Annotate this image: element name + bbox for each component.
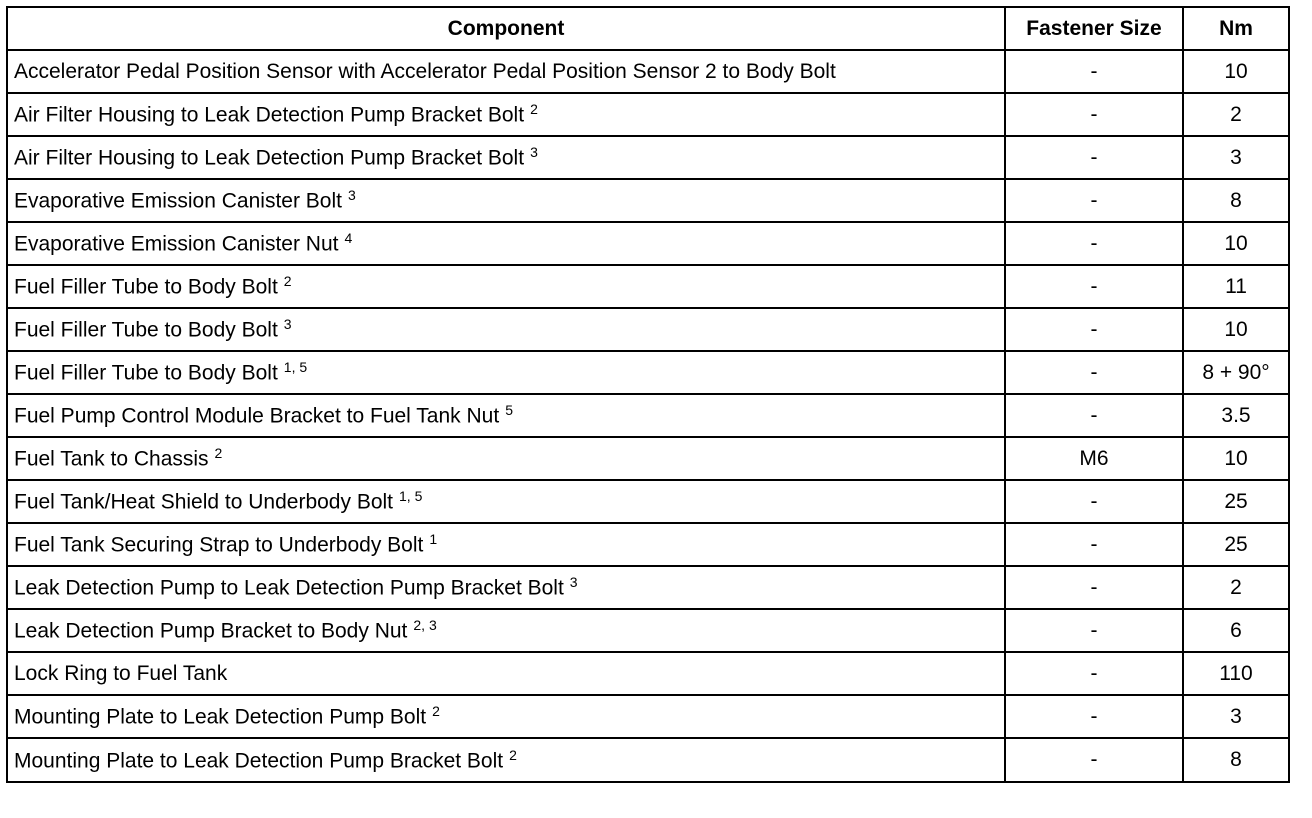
footnote-marker: 4 <box>344 230 353 247</box>
cell-component <box>7 652 1005 695</box>
component-name: Evaporative Emission Canister Nut <box>14 232 339 256</box>
cell-component <box>7 308 1005 351</box>
component-name: Fuel Tank/Heat Shield to Underbody Bolt <box>14 490 394 514</box>
cell-component <box>7 523 1005 566</box>
cell-nm: 3 <box>1183 136 1289 179</box>
component-name: Lock Ring to Fuel Tank <box>14 661 228 685</box>
cell-nm: 110 <box>1183 652 1289 695</box>
cell-fastener-size: - <box>1005 652 1183 695</box>
cell-component <box>7 222 1005 265</box>
cell-component <box>7 50 1005 93</box>
cell-component <box>7 437 1005 480</box>
table-row <box>7 394 1289 437</box>
component-name: Air Filter Housing to Leak Detection Pump Bracket Bolt <box>14 146 525 170</box>
cell-fastener-size: - <box>1005 695 1183 738</box>
cell-fastener-size: - <box>1005 93 1183 136</box>
header-fastener-size: Fastener Size <box>1005 7 1183 50</box>
header-row <box>7 7 1289 50</box>
component-name: Fuel Tank to Chassis <box>14 447 209 471</box>
table-row <box>7 308 1289 351</box>
cell-nm: 3 <box>1183 695 1289 738</box>
cell-fastener-size: M6 <box>1005 437 1183 480</box>
cell-component <box>7 265 1005 308</box>
cell-component <box>7 480 1005 523</box>
cell-fastener-size: - <box>1005 523 1183 566</box>
table-row <box>7 437 1289 480</box>
cell-fastener-size: - <box>1005 609 1183 652</box>
cell-fastener-size: - <box>1005 179 1183 222</box>
table-row <box>7 566 1289 609</box>
component-name: Accelerator Pedal Position Sensor with Accelerator Pedal Position Sensor 2 to Body Bolt <box>14 59 836 83</box>
footnote-marker: 3 <box>347 187 356 204</box>
cell-nm: 3.5 <box>1183 394 1289 437</box>
table-row <box>7 695 1289 738</box>
component-name: Air Filter Housing to Leak Detection Pump Bracket Bolt <box>14 103 525 127</box>
table-row <box>7 50 1289 93</box>
torque-spec-table <box>6 6 1290 783</box>
table-row <box>7 609 1289 652</box>
cell-fastener-size: - <box>1005 566 1183 609</box>
header-component: Component <box>7 7 1005 50</box>
component-name: Mounting Plate to Leak Detection Pump Bolt <box>14 705 427 729</box>
footnote-marker: 2 <box>530 101 538 118</box>
cell-nm: 8 <box>1183 179 1289 222</box>
table-row <box>7 480 1289 523</box>
footnote-marker: 2 <box>214 445 223 462</box>
cell-nm: 8 + 90° <box>1183 351 1289 394</box>
cell-nm: 25 <box>1183 523 1289 566</box>
cell-component <box>7 609 1005 652</box>
table-body <box>7 50 1289 782</box>
component-name: Evaporative Emission Canister Bolt <box>14 189 342 213</box>
footnote-marker: 1, 5 <box>399 488 423 505</box>
cell-nm: 2 <box>1183 93 1289 136</box>
cell-nm: 6 <box>1183 609 1289 652</box>
cell-fastener-size: - <box>1005 308 1183 351</box>
component-name: Fuel Filler Tube to Body Bolt <box>14 361 278 385</box>
cell-fastener-size: - <box>1005 394 1183 437</box>
footnote-marker: 2 <box>432 703 440 720</box>
footnote-marker: 5 <box>505 402 513 419</box>
cell-component <box>7 738 1005 782</box>
cell-component <box>7 695 1005 738</box>
component-name: Mounting Plate to Leak Detection Pump Bracket Bolt <box>14 749 504 773</box>
table-row <box>7 265 1289 308</box>
cell-nm: 2 <box>1183 566 1289 609</box>
footnote-marker: 1 <box>429 531 438 548</box>
cell-component <box>7 566 1005 609</box>
cell-nm: 10 <box>1183 50 1289 93</box>
footnote-marker: 3 <box>283 316 292 333</box>
cell-component <box>7 93 1005 136</box>
component-name: Fuel Tank Securing Strap to Underbody Bolt <box>14 533 424 557</box>
cell-fastener-size: - <box>1005 265 1183 308</box>
component-name: Leak Detection Pump Bracket to Body Nut <box>14 619 408 643</box>
cell-fastener-size: - <box>1005 738 1183 782</box>
footnote-marker: 3 <box>569 574 578 591</box>
header-nm: Nm <box>1183 7 1289 50</box>
footnote-marker: 2 <box>283 273 292 290</box>
table-row <box>7 351 1289 394</box>
cell-nm: 11 <box>1183 265 1289 308</box>
table-row <box>7 523 1289 566</box>
cell-fastener-size: - <box>1005 136 1183 179</box>
cell-component <box>7 136 1005 179</box>
cell-nm: 10 <box>1183 222 1289 265</box>
component-name: Fuel Filler Tube to Body Bolt <box>14 318 278 342</box>
footnote-marker: 2, 3 <box>413 617 437 634</box>
table-row <box>7 179 1289 222</box>
table-row <box>7 222 1289 265</box>
cell-nm: 10 <box>1183 308 1289 351</box>
cell-component <box>7 394 1005 437</box>
cell-fastener-size: - <box>1005 351 1183 394</box>
cell-nm: 10 <box>1183 437 1289 480</box>
cell-fastener-size: - <box>1005 222 1183 265</box>
component-name: Leak Detection Pump to Leak Detection Pump Bracket Bolt <box>14 576 564 600</box>
footnote-marker: 1, 5 <box>283 359 308 376</box>
cell-component <box>7 351 1005 394</box>
cell-fastener-size: - <box>1005 480 1183 523</box>
cell-nm: 8 <box>1183 738 1289 782</box>
table-row <box>7 136 1289 179</box>
component-name: Fuel Pump Control Module Bracket to Fuel Tank Nut <box>14 404 500 428</box>
table-row <box>7 93 1289 136</box>
cell-nm: 25 <box>1183 480 1289 523</box>
table-row <box>7 652 1289 695</box>
cell-fastener-size: - <box>1005 50 1183 93</box>
component-name: Fuel Filler Tube to Body Bolt <box>14 275 278 299</box>
table-row <box>7 738 1289 782</box>
footnote-marker: 2 <box>509 746 517 763</box>
footnote-marker: 3 <box>530 144 538 161</box>
cell-component <box>7 179 1005 222</box>
